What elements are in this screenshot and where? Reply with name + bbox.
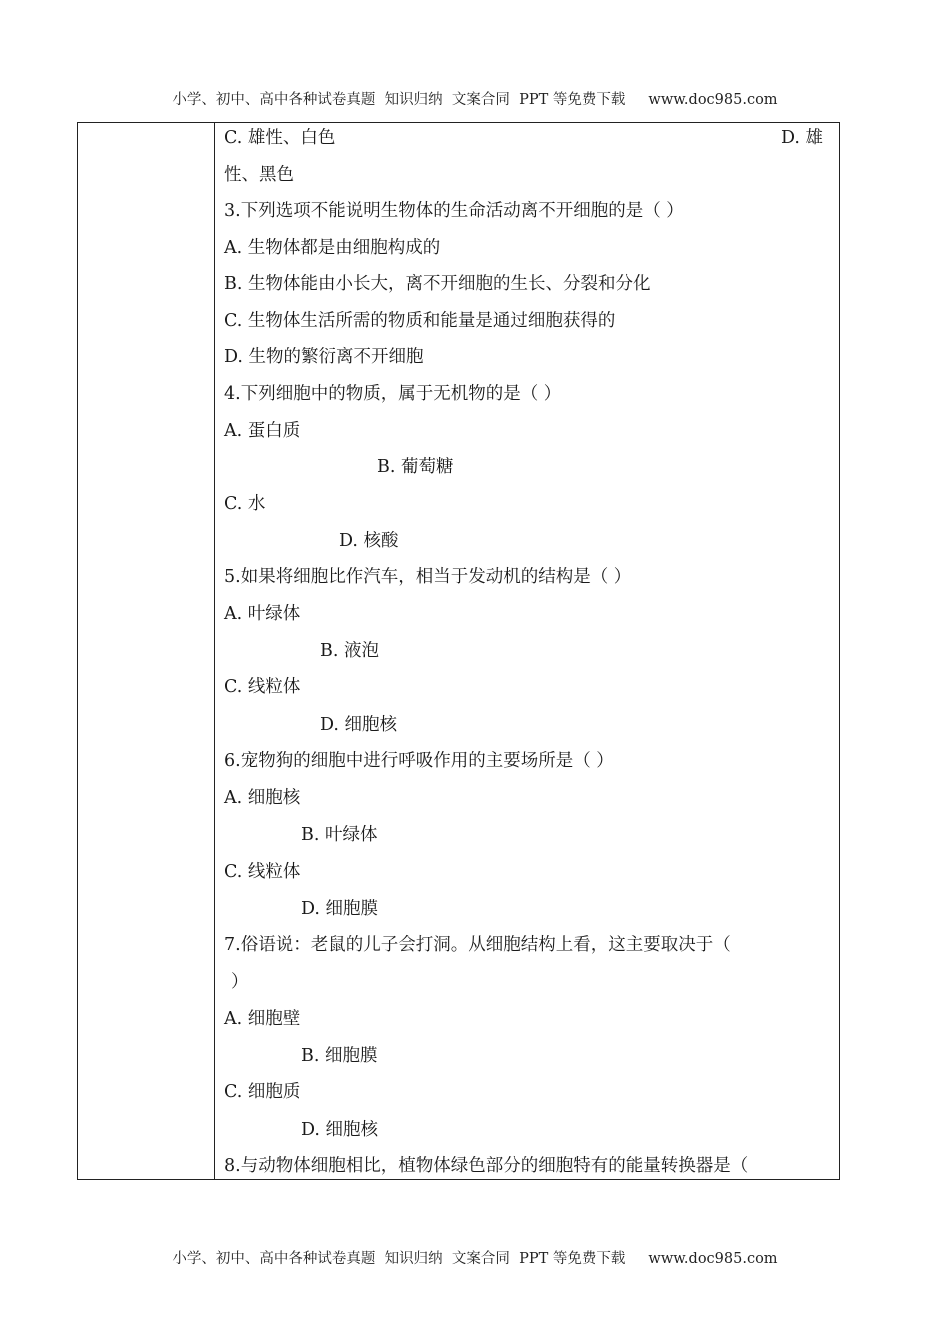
q7-option-a: A. 细胞壁: [224, 1009, 301, 1029]
q2-option-d: D. 雄: [781, 128, 824, 148]
q5-option-c: C. 线粒体: [224, 677, 301, 697]
question-4: 4.下列细胞中的物质，属于无机物的是（ ）: [224, 384, 562, 404]
page-footer: 小学、初中、高中各种试卷真题 知识归纳 文案合同 PPT 等免费下载 www.doc985.com: [172, 1251, 778, 1267]
q7-option-d: D. 细胞核: [301, 1120, 379, 1140]
q6-option-c: C. 线粒体: [224, 862, 301, 882]
question-7-cont: ）: [231, 972, 249, 992]
q3-option-b: B. 生物体能由小长大，离不开细胞的生长、分裂和分化: [224, 274, 651, 294]
q4-option-c: C. 水: [224, 494, 266, 514]
column-divider: [214, 123, 215, 1179]
question-7: 7.俗语说：老鼠的儿子会打洞。从细胞结构上看，这主要取决于（: [224, 935, 731, 955]
q7-option-b: B. 细胞膜: [301, 1046, 378, 1066]
q5-option-a: A. 叶绿体: [224, 604, 301, 624]
q6-option-a: A. 细胞核: [224, 788, 301, 808]
q5-option-b: B. 液泡: [320, 641, 379, 661]
q3-option-c: C. 生物体生活所需的物质和能量是通过细胞获得的: [224, 311, 616, 331]
q6-option-b: B. 叶绿体: [301, 825, 378, 845]
question-3: 3.下列选项不能说明生物体的生命活动离不开细胞的是（ ）: [224, 201, 684, 221]
q3-option-d: D. 生物的繁衍离不开细胞: [224, 347, 424, 367]
question-8: 8.与动物体细胞相比，植物体绿色部分的细胞特有的能量转换器是（: [224, 1156, 749, 1176]
question-table: [77, 122, 840, 1180]
q5-option-d: D. 细胞核: [320, 715, 398, 735]
question-6: 6.宠物狗的细胞中进行呼吸作用的主要场所是（ ）: [224, 751, 614, 771]
q7-option-c: C. 细胞质: [224, 1082, 301, 1102]
q4-option-d: D. 核酸: [339, 531, 399, 551]
q2-option-c: C. 雄性、白色: [224, 128, 336, 148]
page-header: 小学、初中、高中各种试卷真题 知识归纳 文案合同 PPT 等免费下载 www.doc985.com: [172, 92, 778, 108]
q2-option-d-cont: 性、黑色: [224, 165, 294, 185]
q6-option-d: D. 细胞膜: [301, 899, 379, 919]
q4-option-b: B. 葡萄糖: [377, 457, 454, 477]
q3-option-a: A. 生物体都是由细胞构成的: [224, 238, 441, 258]
q4-option-a: A. 蛋白质: [224, 421, 301, 441]
question-5: 5.如果将细胞比作汽车，相当于发动机的结构是（ ）: [224, 567, 632, 587]
